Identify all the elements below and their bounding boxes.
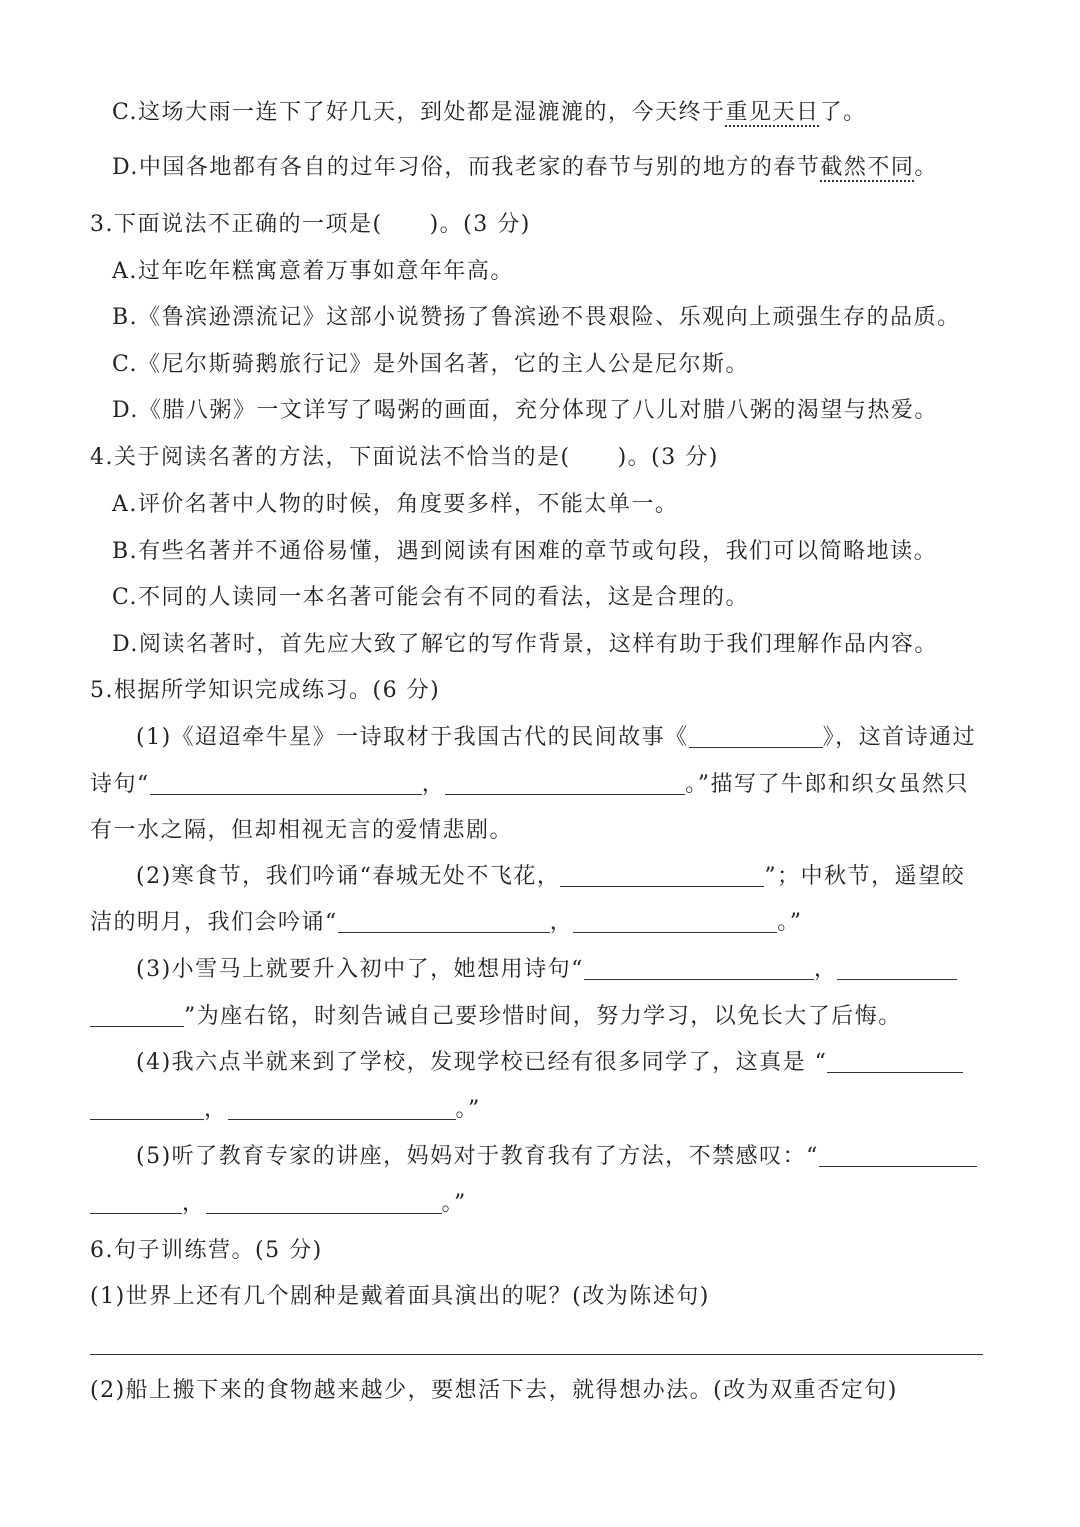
answer-blank[interactable] (338, 910, 550, 933)
answer-blank[interactable] (837, 957, 957, 980)
q6-sentence1: (1)世界上还有几个剧种是戴着面具演出的呢？(改为陈述句) (90, 1284, 710, 1309)
answer-blank[interactable] (560, 864, 764, 887)
q2-c-marked-phrase: 重见天日 (725, 100, 820, 125)
answer-line[interactable] (90, 1354, 983, 1355)
answer-blank[interactable] (228, 1097, 456, 1120)
q3-option-b: B.《鲁滨逊漂流记》这部小说赞扬了鲁滨逊不畏艰险、乐观向上顽强生存的品质。 (112, 305, 961, 330)
q5-part2-line1: (2)寒食节，我们吟诵“春城无处不飞花， ”；中秋节，遥望皎 (136, 864, 966, 889)
q2-d-marked-phrase: 截然不同 (820, 155, 915, 180)
q3-stem: 3.下面说法不正确的一项是( )。(3 分) (90, 212, 531, 237)
answer-blank[interactable] (150, 772, 422, 795)
q5-stem: 5.根据所学知识完成练习。(6 分) (90, 678, 441, 703)
answer-blank[interactable] (827, 1050, 963, 1073)
answer-blank[interactable] (689, 725, 823, 748)
q4-option-d: D.阅读名著时，首先应大致了解它的写作背景，这样有助于我们理解作品内容。 (112, 632, 938, 657)
answer-blank[interactable] (584, 957, 814, 980)
q3-option-d: D.《腊八粥》一文详写了喝粥的画面，充分体现了八儿对腊八粥的渴望与热爱。 (112, 398, 938, 423)
q2-option-d: D.中国各地都有各自的过年习俗，而我老家的春节与别的地方的春节截然不同。 (112, 155, 938, 180)
answer-blank[interactable] (90, 1191, 182, 1214)
q3-option-c: C.《尼尔斯骑鹅旅行记》是外国名著，它的主人公是尼尔斯。 (112, 352, 750, 377)
q5-part1-line1: (1)《迢迢牵牛星》一诗取材于我国古代的民间故事《 》，这首诗通过 (136, 725, 977, 750)
q3-option-a: A.过年吃年糕寓意着万事如意年年高。 (112, 259, 514, 284)
q4-option-b: B.有些名著并不通俗易懂，遇到阅读有困难的章节或句段，我们可以简略地读。 (112, 539, 938, 564)
q6-stem: 6.句子训练营。(5 分) (90, 1238, 323, 1263)
answer-blank[interactable] (573, 910, 777, 933)
q4-stem: 4.关于阅读名著的方法，下面说法不恰当的是( )。(3 分) (90, 445, 719, 470)
q5-part3-line1: (3)小雪马上就要升入初中了，她想用诗句“ ， (136, 955, 957, 985)
q2-option-c: C.这场大雨一连下了好几天，到处都是湿漉漉的，今天终于重见天日了。 (112, 100, 867, 125)
q6-sentence2: (2)船上搬下来的食物越来越少，要想活下去，就得想办法。(改为双重否定句) (90, 1378, 898, 1403)
q5-part1-line3: 有一水之隔，但却相视无言的爱情悲剧。 (90, 818, 514, 843)
q5-part2-line2: 洁的明月，我们会吟诵“ ， 。” (90, 910, 803, 935)
answer-blank[interactable] (90, 1004, 184, 1027)
answer-blank[interactable] (819, 1144, 977, 1167)
q5-part1-line2: 诗句“ ， 。”描写了牛郎和织女虽然只 (90, 772, 970, 797)
q4-option-c: C.不同的人读同一本名著可能会有不同的看法，这是合理的。 (112, 585, 750, 610)
q5-part5-line1: (5)听了教育专家的讲座，妈妈对于教育我有了方法，不禁感叹：“ (136, 1142, 977, 1172)
q5-part4-line2: ， 。” (90, 1095, 481, 1125)
q4-option-a: A.评价名著中人物的时候，角度要多样，不能太单一。 (112, 492, 679, 517)
answer-blank[interactable] (90, 1097, 204, 1120)
q5-part5-line2: ， 。” (90, 1189, 467, 1219)
q5-part3-line2: ”为座右铭，时刻告诫自己要珍惜时间，努力学习，以免长大了后悔。 (90, 1002, 902, 1032)
answer-blank[interactable] (206, 1191, 442, 1214)
answer-blank[interactable] (445, 772, 685, 795)
q5-part4-line1: (4)我六点半就来到了学校，发现学校已经有很多同学了，这真是 “ (136, 1048, 963, 1078)
